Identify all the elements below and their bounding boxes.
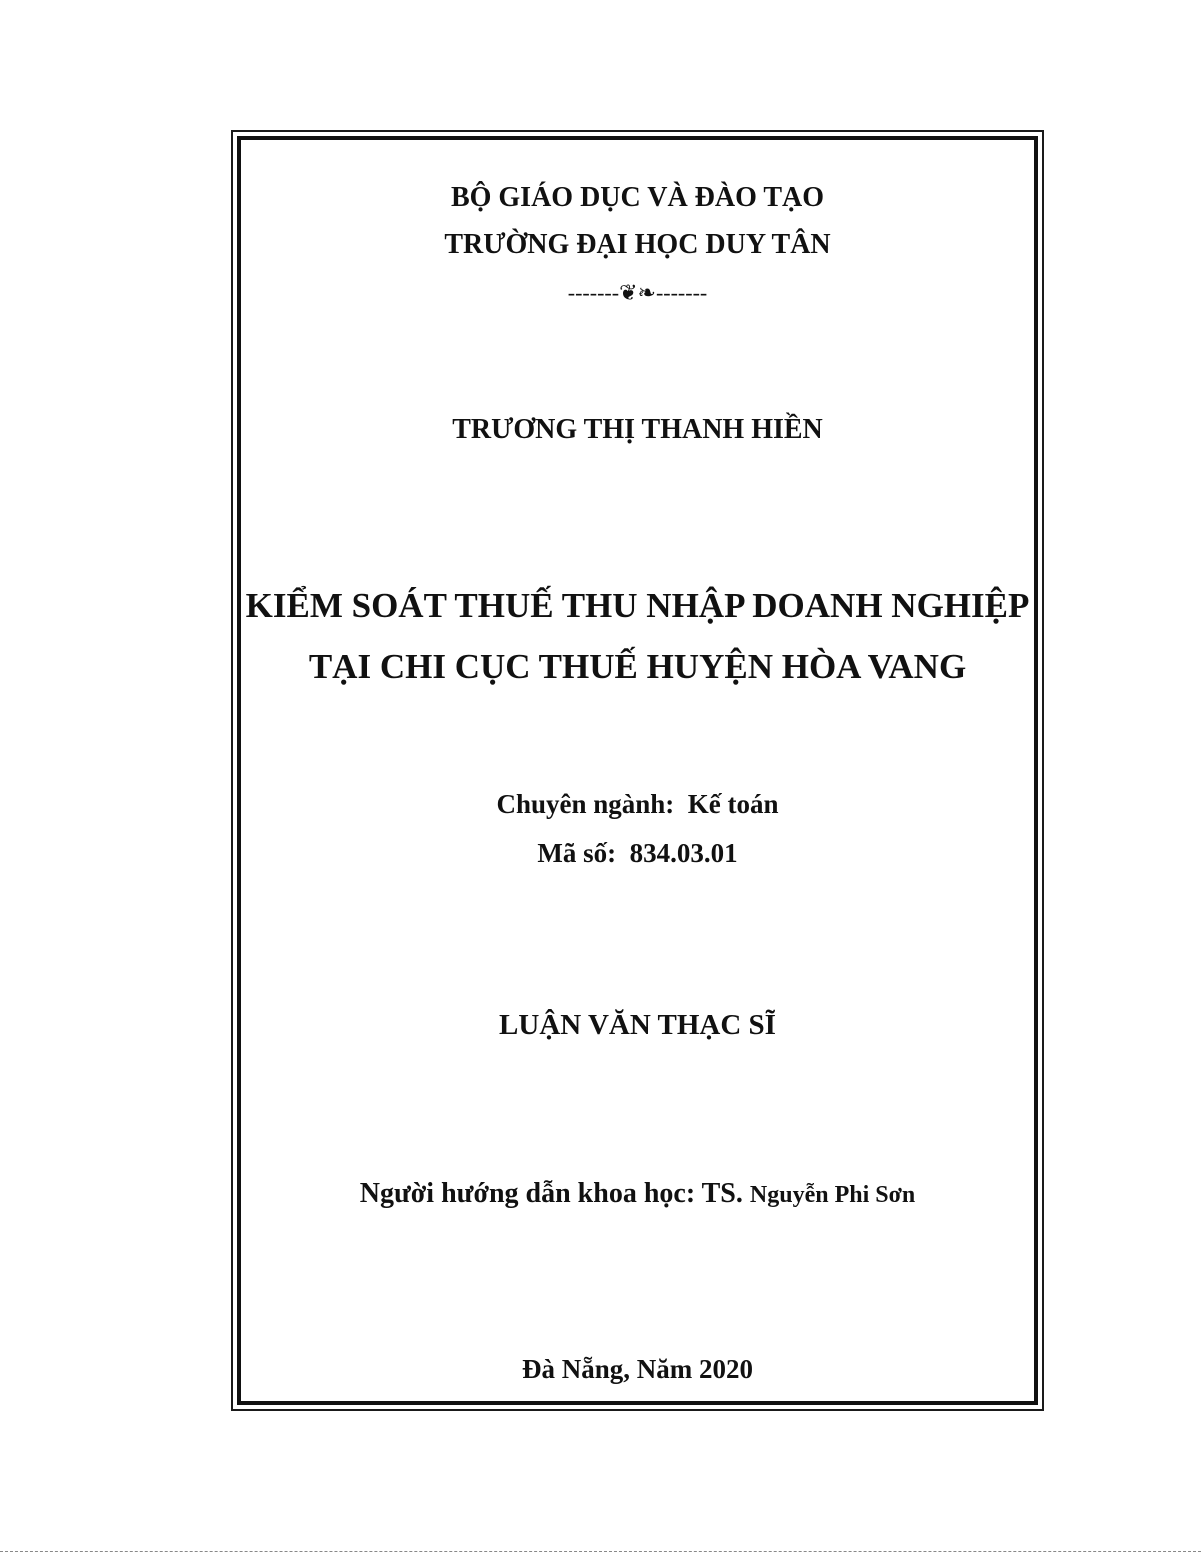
author-name: TRƯƠNG THỊ THANH HIỀN [452,414,823,445]
page-bottom-rule [0,1551,1201,1552]
flourish-icon: ❦❧ [619,280,656,305]
code-label: Mã số: [537,838,617,868]
university-heading: TRƯỜNG ĐẠI HỌC DUY TÂN [444,229,831,260]
code-value: 834.03.01 [629,838,738,868]
major-label: Chuyên ngành: [496,789,675,819]
place-and-year: Đà Nẵng, Năm 2020 [521,1354,753,1384]
page-border-inner [237,136,1038,1405]
code-line [237,838,1038,869]
advisor-label: Người hướng dẫn khoa học: TS. [359,1178,743,1209]
thesis-title-line-1: KIỂM SOÁT THUẾ THU NHẬP DOANH NGHIỆP [245,586,1030,625]
major-line [237,789,1038,820]
major-value: Kế toán [687,789,779,819]
advisor-line [237,1178,1038,1210]
advisor-name: Nguyễn Phi Sơn [749,1182,916,1208]
ministry-heading: BỘ GIÁO DỤC VÀ ĐÀO TẠO [450,182,825,213]
ornament-divider: -------❦❧------- [567,280,708,305]
degree-title: LUẬN VĂN THẠC SĨ [499,1009,776,1041]
thesis-title-line-2: TẠI CHI CỤC THUẾ HUYỆN HÒA VANG [308,647,967,686]
